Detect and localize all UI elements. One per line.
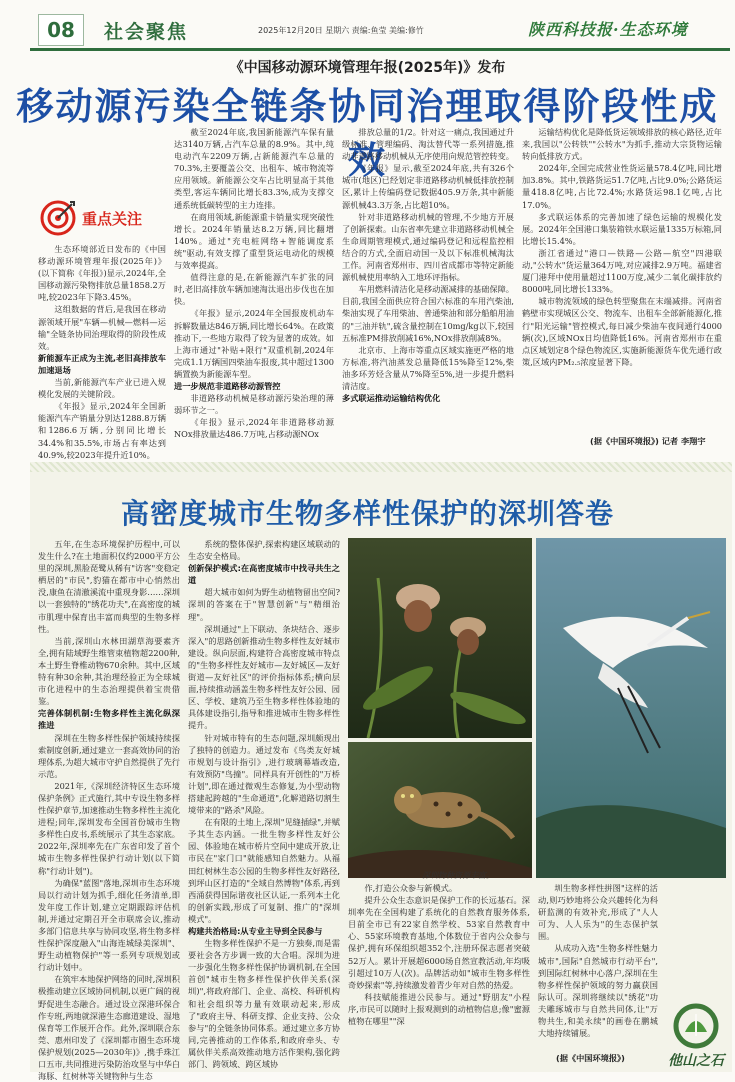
paragraph: 生态环境部近日发布的《中国移动源环境管理年报(2025年)》(以下简称《年报》)显示,2024年,全国移动源污染物排放总量1858.2万吨,较2023年下降3.45%。 (38, 244, 166, 303)
stone-logo (663, 1002, 729, 1072)
target-icon (40, 200, 76, 236)
paragraph: 《年报》显示,截至2024年底,共有326个城市(地区)已经划定非道路移动机械低排放控制区,累计上传编码登记数据405.9万条,其中新能源机械43.3万条,占比超10%。 (342, 163, 514, 210)
header-rule (30, 48, 730, 51)
paragraph: 这组数据的背后,是我国在移动源领域开展"车辆—机械—燃料—运输"全链条协同治理取得的阶段性成效。 (38, 304, 166, 351)
paragraph: 针对非道路移动机械的管理,不少地方开展了创新探索。山东省率先建立非道路移动机械全生命周期管理模式,通过编码登记和远程监控相结合的方式,全面启动国一及以下标准机械淘汰工作。河南省郑州市、四川省成都市等特定新能源机械使用率纳入工地环评指标。 (342, 211, 514, 283)
paragraph: 针对城市特有的生态问题,深圳颇现出了独特的创造力。通过发布《鸟类友好城市规划与设计指引》,进行玻璃幕墙改造,有效预防"鸟撞"。同样具有开创性的"万桥计划",即在通过微观生态修复,为小型动物搭建起跨越的"生命通道",化解道路切割生境带来的"路杀"风险。 (188, 732, 340, 816)
newspaper-brand: 陕西科技报·生态环境 (528, 20, 688, 39)
leopard-cat-photo (348, 742, 532, 878)
article1-title: 移动源污染全链条协同治理取得阶段性成效 (16, 85, 719, 182)
subheading: 多式联运推动运输结构优化 (342, 393, 441, 404)
article2-title: 高密度城市生物多样性保护的深圳答卷 (120, 497, 614, 530)
paragraph: 城市物流领域的绿色转型聚焦在末端减排。河南省鹤壁市实现城区公交、物流车、出租车全部新能源化,推行"阳光运输"管控模式,每日减少柴油车夜间通行4000辆(次),区域NOx日均值降低16%。河南省郑州市在重点区域划定8个绿色物流区,实施新能源货车优先通行政策,区域内PM₂.₅浓度显著下降。 (522, 296, 722, 367)
focus-badge-label: 重点关注 (82, 210, 143, 228)
article1-signature: (据《中国环境报》) 记者 李翔宇 (590, 436, 706, 446)
paragraph: 运输结构优化是降低货运领域排放的核心路径,近年来,我国以"公转铁""公转水"为抓手,推动大宗货物运输转向低排放方式。 (522, 127, 722, 162)
paragraph: 截至2024年底,我国新能源汽车保有量达3140万辆,占汽车总量的8.9%。其中,纯电动汽车2209万辆,占新能源汽车总量的70.3%,主要覆盖公交、出租车、城市物流等应用领域。新能源公交车占比明显高于其他类型,客运车辆同比增长83.3%,成为支撑交通系统低碳转型的主力连排。 (174, 127, 334, 210)
article2-signature: (据《中国环境报》) (556, 1053, 625, 1063)
paragraph: 2024年,全国完成营业性货运量578.4亿吨,同比增加3.8%。其中,铁路货运51.7亿吨,占比9.0%;公路货运量418.8亿吨,占比72.4%;水路货运98.1亿吨,占比17.0%。 (522, 163, 722, 210)
article1-column-2 (174, 126, 334, 456)
paragraph: 深圳通过"上下联动、条块结合、逐步深入"的思路创新推动生物多样性友好城市建设。纵向层面,构建符合高密度城市特点的"生物多样性友好城市—友好城区—友好街道—友好社区"的评价指标体系;横向层面,持续推动涵盖生物多样性友好公园、园区、学校、建筑乃至生物多样性体验地的具体建设指引,指导和推进城市生物多样性提升。 (188, 623, 340, 731)
paragraph: 为确保"蓝图"落地,深圳市生态环境局以行动计划为抓手,细化任务清单,即发年度工作计划,建立定期跟踪评估机制,并通过定期召开全市联席会议,推动多部门信息共享与协同攻坚,将生物多样性保护深度融入"山海连城绿美深圳"、野生动植物保护"等一系列专项规划或行动计划中。 (38, 877, 180, 973)
paragraph: 作,打造公众参与新模式。 (364, 883, 458, 893)
article1-column-1 (38, 243, 166, 460)
paragraph: 《年报》显示,2024年全国新能源汽车产销量分别达1288.8万辆和1286.6万辆,分别同比增长34.4%和35.5%,市场占有率达到40.9%,较2023年提升近10%。 (38, 401, 166, 460)
paragraph: 在筑牢本地保护网络的同时,深圳积极推动建立区域协同机制,以更广阔的视野促进生态融合。通过设立深港环保合作专班,两地就深港生态廊道建设、湿地保育等工作展开合作。此外,深圳联合东莞、惠州印发了《深圳都市圈生态环境保护规划(2025—2030年)》,携手珠江口五市,共同推进污染防治攻坚与中华白海豚、红树林等关键物种与生态 (38, 974, 180, 1082)
issue-meta: 2025年12月20日 星期六 责编:鱼莹 美编:修竹 (258, 26, 424, 35)
paragraph: 圳生物多样性拼图"这样的活动,则巧妙地将公众兴趣转化为科研监测的有效补充,形成了"人人可为、人人乐为"的生态保护氛围。 (538, 883, 658, 942)
page-number: 08 (38, 14, 84, 46)
paragraph: 在有限的土地上,深圳"见缝插绿",并赋予其生态内涵。一批生物多样性友好公园、体验地在城市桥片空间中建成开放,让市民在"家门口"就能感知自然魅力。从福田红树林生态公园的生物多样性友好路径,到坪山区打造的"全域自然博物"体系,再到西涌获得国际谐夜社区认证,一系列本土化的创新实践,形成了可复制、推广的"深圳模式"。 (188, 817, 340, 924)
paragraph: 从成功入选"生物多样性魅力城市",国际"自然城市行动平台",到国际红树林中心落户,深圳在生物多样性保护领域的努力赢获国际认可。深圳将继续以"绣花"功夫雕琢城市与自然共同体,让"万物共生,和美永续"的画卷在鹏城大地持续铺展。 (538, 943, 658, 1039)
subheading: 构建共治格局:从专业主导到全民参与 (188, 926, 323, 936)
paragraph: 当前,新能源汽车产业已进入规模化发展的关键阶段。 (38, 377, 166, 400)
paragraph: 北京市、上海市等重点区域实施更严格的地方标准,将汽油蒸发总量降低15%降至12%,柴油多环芳烃含量从7%降至5%,进一步提升燃料清洁度。 (342, 344, 514, 391)
paragraph: 值得注意的是,在新能源汽车扩张的同时,老旧高排放车辆加速淘汰退出步伐也在加快。 (174, 272, 334, 307)
paragraph: 当前,深圳山水林田湖草海要素齐全,拥有陆域野生维管束植物超2200种,本土野生脊椎动物670余种。其中,区域特有种30余种,其治理经验正为全球城市化进程中的生态治理提供着宝贵借鉴。 (38, 635, 180, 707)
article1-subtitle: 《中国移动源环境管理年报(2025年)》发布 (229, 60, 506, 76)
paragraph: 五年,在生态环境保护历程中,可以发生什么?在土地面积仅约2000平方公里的深圳,黑脸琵鹭从稀有"访客"变稳定栖居的"市民",豹猫在都市中心悄然出没,康鱼在清澈溪流中重现身影……深圳以一套独特的"绣花功夫",在高密度的城市肌理中保育出丰富而典型的生物多样性。 (38, 539, 180, 634)
paragraph: 《年报》显示,2024年非道路移动源NOx排放量达486.7万吨,占移动源NOx (174, 417, 334, 440)
logo-label: 他山之石 (668, 1053, 724, 1069)
paragraph: 科技赋能推进公民参与。通过"野朋友"小程序,市民可以随时上报观测到的动植物信息;像"蜜源植物在哪里""深 (348, 991, 530, 1027)
article2-column-3 (348, 882, 530, 1072)
photo-collage (348, 538, 726, 878)
paragraph: 系统的整体保护,探索构建区域联动的生态安全格局。 (188, 539, 340, 562)
subheading: 新能源车正成为主流,老旧高排放车加速退场 (38, 352, 166, 375)
paragraph: 车用燃料清洁化是移动源减排的基础保障。目前,我国全面供应符合国六标准的车用汽柴油,柴油实现了车用柴油、普通柴油和部分船舶用油的"三油并轨",硫含量控制在10mg/kg以下,较国五标准PM排放削减16%,NOx排放削减8%。 (342, 284, 514, 343)
subheading: 创新保护模式:在高密度城市中找寻共生之道 (188, 563, 340, 586)
article1-column-3 (342, 126, 514, 456)
paragraph: 在商用领域,新能源重卡销量实现突破性增长。2024年销量达8.2万辆,同比翻增140%。通过"充电桩网络+智能调度系统"驱动,有效支撑了重型货运电动化的规模与效率提高。 (174, 211, 334, 271)
egret-photo (536, 538, 726, 878)
subheading: 进一步规范非道路移动源管控 (174, 380, 281, 391)
paragraph: 《年报》显示,2024年全国报废机动车拆解数量达846万辆,同比增长64%。在政策推动下,一些地方取得了较为显著的成效。如上海市通过"补贴+限行"双重机制,2024年完成1.1万辆国四柴油车报废,其中超过1300辆置换为新能源车型。 (174, 308, 334, 379)
paragraph: 排放总量的1/2。针对这一痛点,我国通过升级标准、管理编码、淘汰替代等一系列措施,推动非道路移动机械从无序使用向规范管控转变。 (342, 127, 514, 162)
wildlife-photos (348, 538, 726, 878)
article2-column-4 (538, 882, 658, 1072)
panel-stripe (30, 462, 732, 472)
stone-logo-icon (663, 1002, 729, 1052)
article2-column-1 (38, 538, 180, 1082)
paragraph: 多式联运体系的完善加速了绿色运输的规模化发展。2024年全国港口集装箱铁水联运量1335万标箱,同比增长15.4%。 (522, 211, 722, 246)
paragraph: 非道路移动机械是移动源污染治理的薄弱环节之一。 (174, 393, 334, 416)
focus-badge (38, 196, 156, 238)
section-title: 社会聚焦 (104, 21, 189, 43)
paragraph: 生物多样性保护不是一方独奏,而是需要社会各方步调一致的大合唱。深圳为进一步强化生物多样性保护协调机制,在全国首创"城市生物多样性保护伙伴关系(深圳)",将政府部门、企业、高校、科研机构和社会组织等力量有效联动起来,形成了"政府主导、科研支撑、企业支持、公众参与"的全链条协同体系。通过建立多方协同,完善推动的工作体系,和政府牵头、专属伙伴关系高效推动地方活作架构,强化跨部门、跨领域、跨区域协 (188, 938, 340, 1070)
paragraph: 深圳在生物多样性保护领域持续探索制度创新,通过建立一套高效协同的治理体系,为超大城市守护自然提供了先行示范。 (38, 732, 180, 779)
photo-caption: 深圳物种资源丰富。 (422, 871, 494, 880)
paragraph: 提升公众生态意识是保护工作的长远基石。深圳率先在全国构建了系统化的自然教育服务体系,目前全市已有22家自然学校、53家自然教育中心、55家环境教育基地,个体数位于省内公众参与保护,拥有环保组织超352个,注册环保志愿者突破52万人。累计开展超6000场自然宣教活动,年均吸引超过10万人(次)。品牌活动如"城市生物多样性奇妙探索"等,持续激发着青少年对自然的热爱。 (348, 895, 530, 990)
subheading: 完善体制机制:生物多样性主流化纵深推进 (38, 708, 180, 731)
paragraph: 2021年,《深圳经济特区生态环境保护条例》正式施行,其中专设生物多样性保护章节,加速推动生物多样性主流化进程;同年,深圳发布全国首份城市生物多样性白皮书,系统展示了其生态家底。2022年,深圳率先在广东省印发了首个城市生物多样性保护行动计划(以下简称"行动计划")。 (38, 780, 180, 876)
paragraph: 超大城市如何为野生动植物留出空间?深圳的答案在于"智慧创新"与"精细治理"。 (188, 587, 340, 622)
paragraph: 浙江省通过"港口—铁路—公路—航空"四港联动,"公转水"货运量364万吨,对应减排2.9万吨。福建省厦门港拜中使用量超过1100万度,减少二氧化碳排放约8000吨,同比增长133%。 (522, 247, 722, 295)
article2-column-2 (188, 538, 340, 1072)
article1-column-4 (522, 126, 722, 426)
orchid-photo (348, 538, 532, 738)
